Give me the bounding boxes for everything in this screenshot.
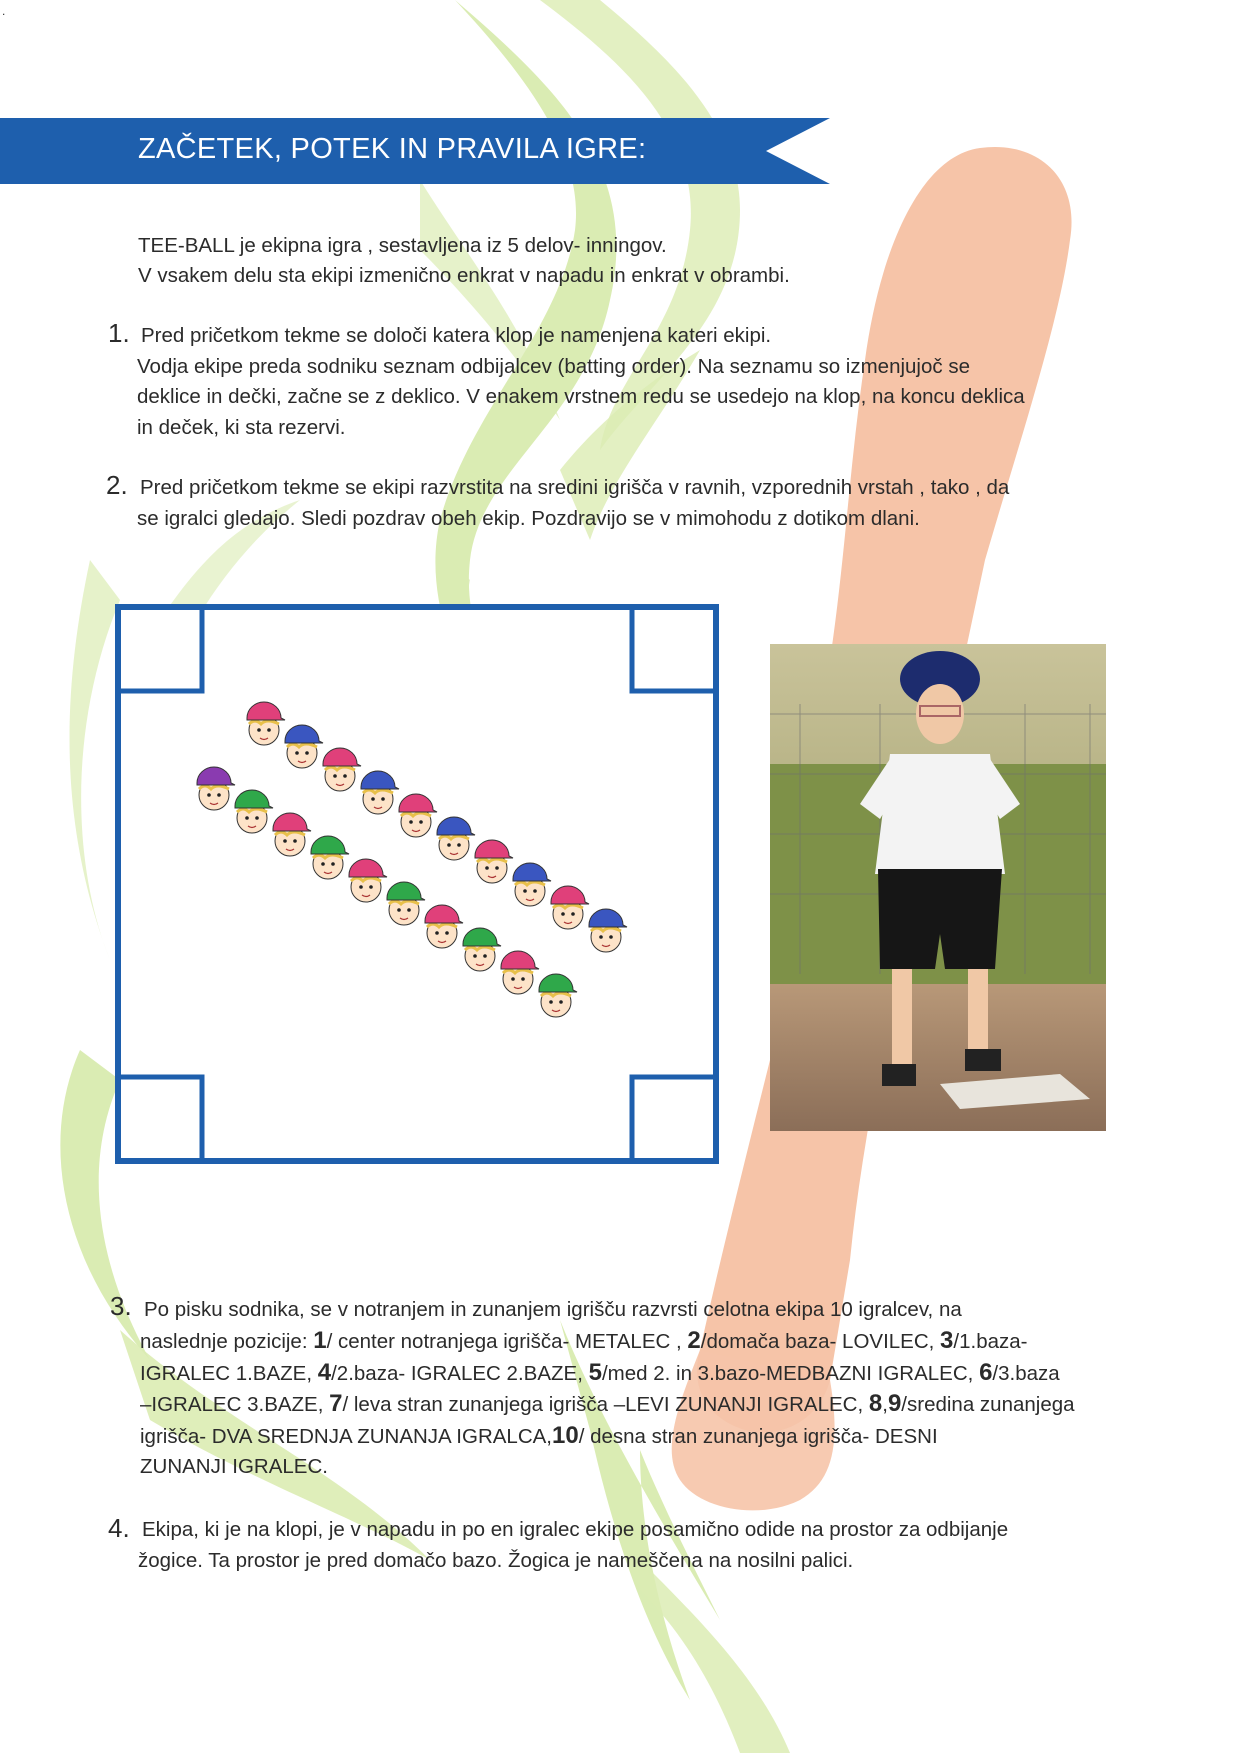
rule-line: deklice in dečki, začne se z deklico. V enakem vrstnem redu se usedejo na klop, na koncu deklica <box>137 385 1025 408</box>
rule-text-segment: / center notranjega igrišča- METALEC , <box>326 1330 688 1353</box>
rule-line: Vodja ekipe preda sodniku seznam odbijalcev (batting order). Na seznamu so izmenjujoč se <box>137 354 970 378</box>
rule-1-text <box>137 321 1120 443</box>
rule-text-segment: , <box>882 1393 888 1416</box>
rule-text-segment: /1.baza- <box>953 1330 1028 1353</box>
rule-text-segment: /med 2. in 3.bazo-MEDBAZNI IGRALEC, <box>601 1361 980 1385</box>
rule-1-number: 1. <box>108 318 130 348</box>
position-number: 4 <box>317 1358 332 1386</box>
shoe <box>965 1049 1001 1071</box>
position-number: 2 <box>687 1327 701 1354</box>
playing-field-diagram <box>114 603 720 1165</box>
rule-line: Pred pričetkom tekme se ekipi razvrstita na sredini igrišča v ravnih, vzporednih vrstah , tako , da <box>140 476 1010 499</box>
position-number: 3 <box>940 1327 954 1354</box>
position-number: 7 <box>329 1390 343 1417</box>
rule-line: Pred pričetkom tekme se določi katera klop je namenjena kateri ekipi. <box>141 324 772 347</box>
rule-2-number: 2. <box>106 470 128 500</box>
rule-4-text <box>140 1515 1140 1576</box>
corner-dot-mark: . <box>2 4 6 18</box>
rule-4-number: 4. <box>108 1513 130 1543</box>
rule-line: in deček, ki sta rezervi. <box>137 415 346 439</box>
position-number: 10 <box>552 1421 579 1449</box>
rule-text-segment: / desna stran zunanjega igrišča- DESNI <box>578 1424 938 1448</box>
rule-text-segment: igrišča- DVA SREDNJA ZUNANJA IGRALCA, <box>140 1424 552 1448</box>
section-header-banner <box>0 118 830 184</box>
page-title: ZAČETEK, POTEK IN PRAVILA IGRE: <box>138 133 647 165</box>
rule-text-segment: /domača baza- LOVILEC, <box>700 1330 941 1353</box>
rule-line: se igralci gledajo. Sledi pozdrav obeh ekip. Pozdravijo se v mimohodu z dotikom dlani. <box>137 506 920 530</box>
rule-text-segment: /sredina zunanjega <box>901 1393 1075 1416</box>
position-number: 1 <box>313 1327 327 1354</box>
rule-3-first-line: Po pisku sodnika, se v notranjem in zunanjem igrišču razvrsti celotna ekipa 10 igralcev, na <box>144 1298 962 1321</box>
intro-line: V vsakem delu sta ekipi izmenično enkrat v napadu in enkrat v obrambi. <box>138 264 790 287</box>
intro-paragraph <box>138 231 1038 291</box>
rule-line: žogice. Ta prostor je pred domačo bazo. Žogica je nameščena na nosilni palici. <box>138 1548 854 1572</box>
child-baseball-player-photo <box>770 644 1106 1131</box>
position-number: 9 <box>887 1390 902 1417</box>
rule-3-positions-text <box>140 1326 1140 1483</box>
rule-text-segment: –IGRALEC 3.BAZE, <box>140 1393 330 1416</box>
position-number: 8 <box>868 1390 883 1417</box>
rule-2-text <box>137 473 1120 534</box>
rule-line: Ekipa, ki je na klopi, je v napadu in po en igralec ekipe posamično odide na prostor za odbijanje <box>142 1518 1009 1541</box>
rule-text-segment: ZUNANJI IGRALEC. <box>140 1455 328 1478</box>
court-outline <box>114 603 720 1165</box>
position-number: 6 <box>979 1358 993 1386</box>
rule-text-segment: /2.baza- IGRALEC 2.BAZE, <box>331 1361 589 1385</box>
face <box>916 684 964 744</box>
intro-line: TEE-BALL je ekipna igra , sestavljena iz 5 delov- inningov. <box>138 234 667 257</box>
rule-text-segment: IGRALEC 1.BAZE, <box>140 1361 318 1385</box>
rule-text-segment: naslednje pozicije: <box>140 1330 314 1353</box>
shoe <box>882 1064 916 1086</box>
rule-text-segment: /3.baza <box>992 1361 1060 1385</box>
rule-3-number: 3. <box>110 1291 132 1321</box>
rule-text-segment: / leva stran zunanjega igrišča –LEVI ZUNANJI IGRALEC, <box>342 1393 869 1416</box>
position-number: 5 <box>588 1358 602 1386</box>
